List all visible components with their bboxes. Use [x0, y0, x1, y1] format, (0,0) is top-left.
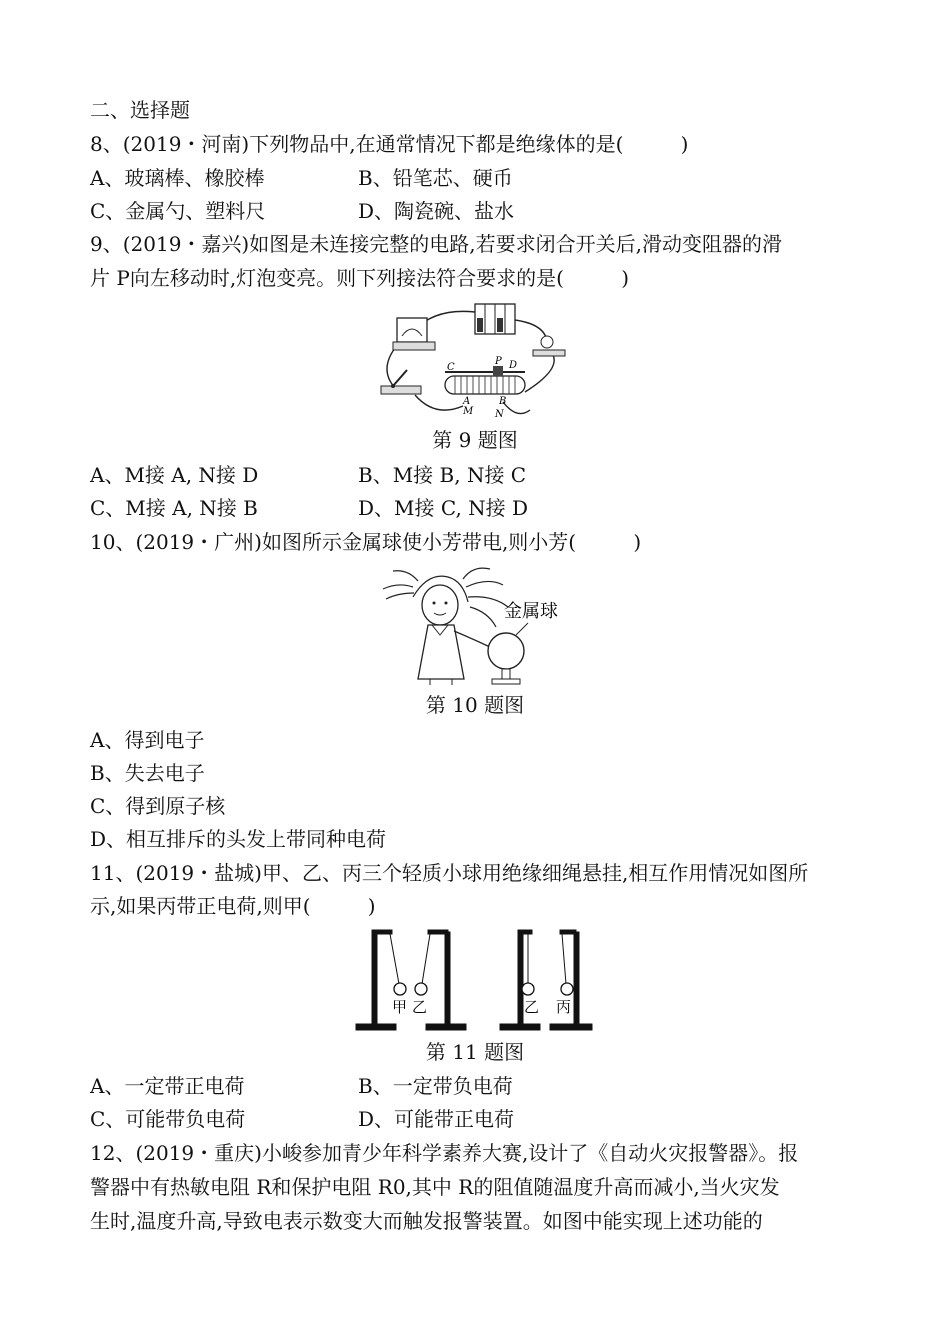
- label-d: D: [509, 360, 518, 371]
- metal-ball-icon: [488, 633, 524, 684]
- label-p: P: [495, 356, 502, 367]
- question-9-stem-line2: 片 P向左移动时,灯泡变亮。则下列接法符合要求的是( ): [90, 266, 629, 290]
- label-a: A: [463, 396, 471, 407]
- q8-option-d: D、陶瓷碗、盐水: [358, 199, 515, 223]
- label-yi-right: 乙: [524, 998, 540, 1016]
- question-11-stem-line1: 11、(2019・盐城)甲、乙、丙三个轻质小球用绝缘细绳悬挂,相互作用情况如图所: [90, 861, 809, 885]
- q11-figure-caption: 第 11 题图: [425, 1040, 525, 1064]
- q8-option-a: A、玻璃棒、橡胶棒: [90, 166, 265, 190]
- section-title: 二、选择题: [90, 98, 190, 122]
- q9-option-a: A、M接 A, N接 D: [90, 463, 259, 487]
- q10-option-b: B、失去电子: [90, 761, 205, 785]
- q10-option-a: A、得到电子: [90, 728, 205, 752]
- question-12-stem-line1: 12、(2019・重庆)小峻参加青少年科学素养大赛,设计了《自动火灾报警器》。报: [90, 1141, 799, 1165]
- question-8-stem: 8、(2019・河南)下列物品中,在通常情况下都是绝缘体的是( ): [90, 132, 689, 156]
- q11-option-a: A、一定带正电荷: [90, 1074, 245, 1098]
- q11-option-d: D、可能带正电荷: [358, 1107, 515, 1131]
- q10-option-c: C、得到原子核: [90, 794, 226, 818]
- label-yi-left: 乙: [412, 998, 428, 1016]
- ball-bing-icon: [561, 983, 573, 995]
- label-m: M: [463, 406, 474, 417]
- q11-option-c: C、可能带负电荷: [90, 1107, 246, 1131]
- q10-figure-caption: 第 10 题图: [425, 693, 525, 717]
- label-jia: 甲: [392, 998, 408, 1016]
- label-c: C: [447, 362, 455, 373]
- label-n: N: [495, 409, 504, 420]
- question-12-stem-line2: 警器中有热敏电阻 R和保护电阻 R0,其中 R的阻值随温度升高而减小,当火灾发: [90, 1175, 780, 1199]
- q9-circuit-figure: [375, 300, 575, 422]
- q10-option-d: D、相互排斥的头发上带同种电荷: [90, 827, 387, 851]
- q10-girl-metal-ball-figure: [378, 567, 578, 687]
- q9-figure-caption: 第 9 题图: [432, 428, 518, 452]
- battery-icon: [475, 304, 515, 334]
- label-b: B: [499, 396, 507, 407]
- q9-option-d: D、M接 C, N接 D: [358, 496, 529, 520]
- question-10-stem: 10、(2019・广州)如图所示金属球使小芳带电,则小芳( ): [90, 530, 642, 554]
- q8-option-c: C、金属勺、塑料尺: [90, 199, 266, 223]
- q9-option-b: B、M接 B, N接 C: [358, 463, 527, 487]
- ball-yi-right-icon: [522, 983, 534, 995]
- bulb-icon: [533, 336, 565, 356]
- question-11-stem-line2: 示,如果丙带正电荷,则甲( ): [90, 894, 376, 918]
- metal-ball-label: 金属球: [504, 601, 558, 622]
- label-bing: 丙: [556, 998, 572, 1016]
- q8-option-b: B、铅笔芯、硬币: [358, 166, 513, 190]
- q11-pith-balls-figure: [352, 926, 598, 1032]
- ammeter-icon: [393, 318, 435, 350]
- question-12-stem-line3: 生时,温度升高,导致电表示数变大而触发报警装置。如图中能实现上述功能的: [90, 1209, 763, 1233]
- q11-option-b: B、一定带负电荷: [358, 1074, 513, 1098]
- question-9-stem-line1: 9、(2019・嘉兴)如图是未连接完整的电路,若要求闭合开关后,滑动变阻器的滑: [90, 232, 782, 256]
- q9-option-c: C、M接 A, N接 B: [90, 496, 258, 520]
- ball-jia-icon: [394, 983, 406, 995]
- ball-yi-left-icon: [415, 983, 427, 995]
